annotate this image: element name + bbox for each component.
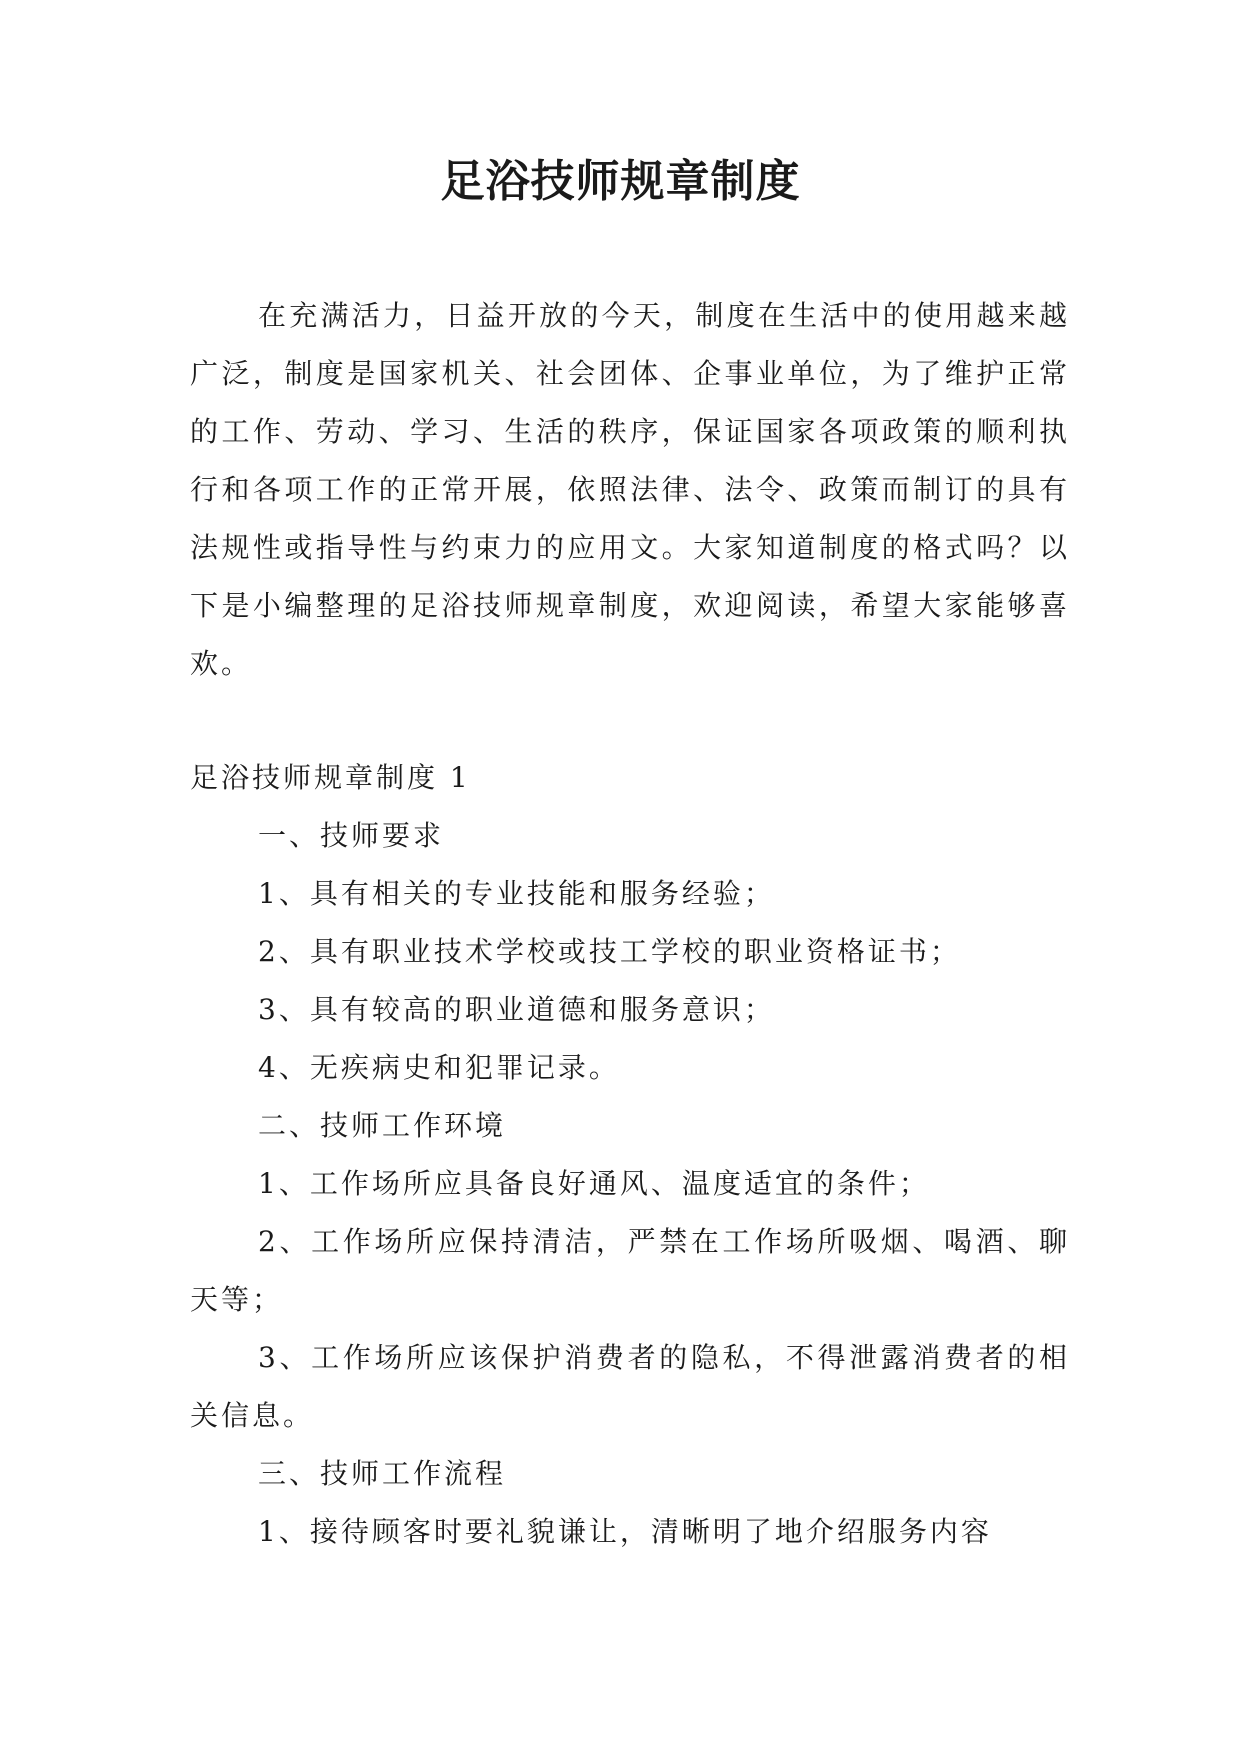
section-heading: 足浴技师规章制度 1 [190, 761, 471, 794]
section-1 [190, 749, 1070, 1561]
paragraph: 三、技师工作流程 [258, 1457, 507, 1490]
paragraph: 1、接待顾客时要礼貌谦让，清晰明了地介绍服务内容 [258, 1515, 992, 1548]
paragraph: 二、技师工作环境 [258, 1109, 507, 1142]
paragraph: 3、具有较高的职业道德和服务意识； [258, 993, 775, 1026]
paragraph: 1、具有相关的专业技能和服务经验； [258, 877, 775, 910]
paragraph: 4、无疾病史和犯罪记录。 [258, 1051, 620, 1084]
paragraph: 1、工作场所应具备良好通风、温度适宜的条件； [258, 1167, 930, 1200]
paragraph: 3、工作场所应该保护消费者的隐私，不得泄露消费者的相关信息。 [190, 1341, 1070, 1432]
paragraph: 2、具有职业技术学校或技工学校的职业资格证书； [258, 935, 961, 968]
paragraph: 一、技师要求 [258, 819, 445, 852]
intro-paragraph: 在充满活力，日益开放的今天，制度在生活中的使用越来越广泛，制度是国家机关、社会团体、企事业单位，为了维护正常的工作、劳动、学习、生活的秩序，保证国家各项政策的顺利执行和各项工作的正常开展，依照法律、法令、政策而制订的具有法规性或指导性与约束力的应用文。大家知道制度的格式吗？以下是小编整理的足浴技师规章制度，欢迎阅读，希望大家能够喜欢。 [190, 299, 1070, 680]
document-title: 足浴技师规章制度 [440, 156, 801, 207]
paragraph: 2、工作场所应保持清洁，严禁在工作场所吸烟、喝酒、聊天等； [190, 1225, 1070, 1316]
